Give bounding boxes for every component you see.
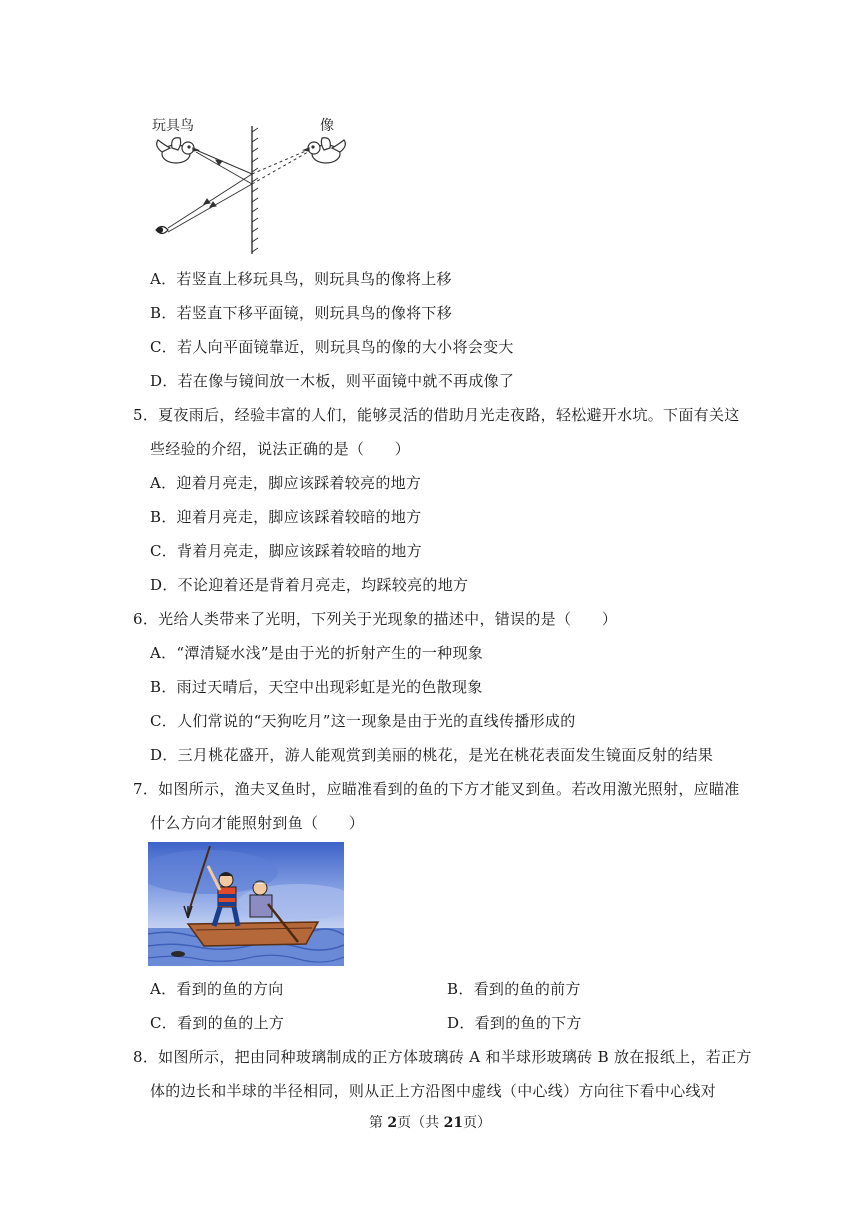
q8-stem-line1: 8．如图所示，把由同种玻璃制成的正方体玻璃砖 A 和半球形玻璃砖 B 放在报纸上，若正方 xyxy=(133,1048,752,1066)
boat xyxy=(188,922,318,946)
page-footer xyxy=(0,1112,860,1132)
eye-icon xyxy=(156,227,168,234)
q5-option-c: C．背着月亮走，脚应该踩着较暗的地方 xyxy=(150,542,422,560)
footer-total-pages: 21 xyxy=(443,1115,464,1131)
footer-prefix: 第 xyxy=(368,1115,388,1131)
footer-page-number: 2 xyxy=(387,1115,398,1131)
q7-option-a: A．看到的鱼的方向 xyxy=(150,980,284,998)
light-rays xyxy=(168,150,308,232)
mirror-reflection-figure xyxy=(148,112,358,260)
q5-stem-line1: 5．夏夜雨后，经验丰富的人们，能够灵活的借助月光走夜路，轻松避开水坑。下面有关这 xyxy=(133,406,740,424)
q8-stem-line2: 体的边长和半球的半径相同，则从正上方沿图中虚线（中心线）方向往下看中心线对 xyxy=(150,1082,717,1100)
fisherman-boat-figure xyxy=(148,842,344,966)
q6-option-d: D．三月桃花盛开，游人能观赏到美丽的桃花，是光在桃花表面发生镜面反射的结果 xyxy=(150,746,714,764)
q6-stem-line1: 6．光给人类带来了光明，下列关于光现象的描述中，错误的是（ ） xyxy=(133,610,618,628)
footer-middle: 页（共 xyxy=(397,1115,444,1131)
q5-stem-line2: 些经验的介绍，说法正确的是（ ） xyxy=(150,440,411,458)
q7-option-c: C．看到的鱼的上方 xyxy=(150,1014,285,1032)
q6-option-a: A．“潭清疑水浅”是由于光的折射产生的一种现象 xyxy=(150,644,484,662)
q4-option-a: A．若竖直上移玩具鸟，则玩具鸟的像将上移 xyxy=(150,270,452,288)
q5-option-d: D．不论迎着还是背着月亮走，均踩较亮的地方 xyxy=(150,576,469,594)
plane-mirror xyxy=(252,126,258,254)
q7-option-d: D．看到的鱼的下方 xyxy=(447,1014,582,1032)
q7-stem-line2: 什么方向才能照射到鱼（ ） xyxy=(150,814,365,832)
q5-option-b: B．迎着月亮走，脚应该踩着较暗的地方 xyxy=(150,508,422,526)
q4-option-b: B．若竖直下移平面镜，则玩具鸟的像将下移 xyxy=(150,304,453,322)
q7-stem-line1: 7．如图所示，渔夫叉鱼时，应瞄准看到的鱼的下方才能叉到鱼。若改用激光照射，应瞄准 xyxy=(133,780,740,798)
q6-option-c: C．人们常说的“天狗吃月”这一现象是由于光的直线传播形成的 xyxy=(150,712,576,730)
fish-icon xyxy=(171,951,185,957)
image-label: 像 xyxy=(320,118,334,134)
q5-option-a: A．迎着月亮走，脚应该踩着较亮的地方 xyxy=(150,474,422,492)
toy-bird-label: 玩具鸟 xyxy=(152,118,194,134)
toy-bird-icon xyxy=(157,138,198,163)
footer-suffix: 页） xyxy=(463,1115,492,1131)
image-bird-icon xyxy=(304,138,345,163)
q7-option-b: B．看到的鱼的前方 xyxy=(447,980,581,998)
q6-option-b: B．雨过天晴后，天空中出现彩虹是光的色散现象 xyxy=(150,678,483,696)
q4-option-d: D．若在像与镜间放一木板，则平面镜中就不再成像了 xyxy=(150,372,515,390)
q4-option-c: C．若人向平面镜靠近，则玩具鸟的像的大小将会变大 xyxy=(150,338,514,356)
